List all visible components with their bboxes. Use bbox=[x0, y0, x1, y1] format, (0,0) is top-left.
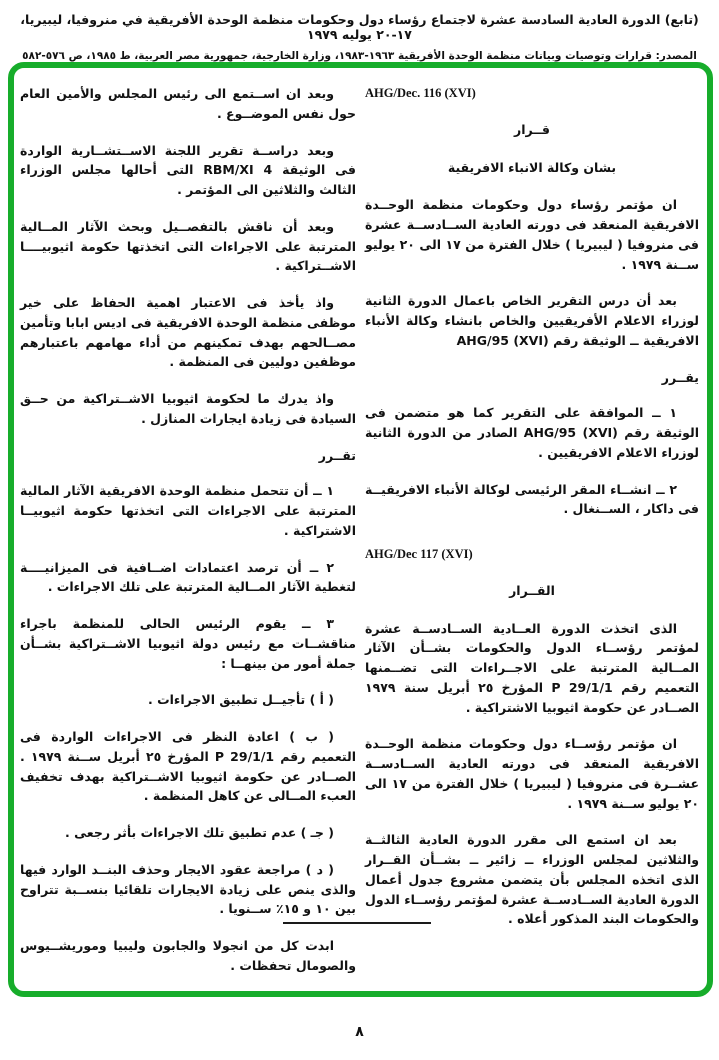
page-header bbox=[10, 12, 709, 62]
decision-116-reference: AHG/Dec. 116 (XVI) bbox=[365, 86, 476, 100]
decision-116-title: قــرار bbox=[514, 121, 550, 137]
decision-117-paragraph-3: بعد ان استمع الى مقرر الدورة العادية الثالثــة والثلاثين لمجلس الوزراء ــ زائير ــ بشــأن القــرار الذى اتخذه المجلس بأن يتضمن مشروع جدول أعمال الدورة العادية الســادســة عشرة لمؤتمر رؤســاء الدول والحكومات البند المذكور أعلاه . bbox=[365, 832, 699, 927]
decision-117-cont-paragraph-2: وبعد دراســة تقرير اللجنة الاســتشــارية الواردة فى الوثيقة RBM/XI 4 التى أحالها مجلس الوزراء الثالث والثلاثين الى المؤتمر . bbox=[20, 142, 356, 197]
decision-117-item-2: ٢ ــ أن ترصد اعتمادات اضــافية فى الميزانيــــة لتغطية الآثار المــالية المترتبة على تلك الاجراءات . bbox=[20, 559, 356, 595]
green-border-frame bbox=[8, 62, 713, 997]
column-left bbox=[20, 84, 356, 993]
page-number: ٨ bbox=[355, 1024, 364, 1040]
decision-117-cont-paragraph-1: وبعد ان اســتمع الى رئيس المجلس والأمين العام حول نفس الموضــوع . bbox=[20, 86, 356, 121]
decision-117-paragraph-1: الذى اتخذت الدورة العــادية الســادســة عشرة لمؤتمر رؤســاء الدول والحكومات بشــأن الآثار المــالية المترتبة على الاجــراءات التى تضــمنها التعميم رقم P 29/1/1 المؤرخ ٢٥ أبريل سنة ١٩٧٩ الصــادر عن حكومة اثيوبيا الاشتراكية . bbox=[365, 620, 699, 715]
decision-117-cont-paragraph-3: وبعد أن ناقش بالتفصــيل وبحث الآثار المــالية المترتبة على الاجراءات التى اتخذتها حكومة اثيوبيــــا الاشــتراكية . bbox=[20, 218, 356, 274]
decision-116-item-2: ٢ ــ انشــاء المقر الرئيسى لوكالة الأنباء الافريقيــة فى داكار ، الســنغال . bbox=[365, 481, 699, 517]
decision-117-item-3: ٣ ــ يقوم الرئيس الحالى للمنظمة باجراء مناقشــات مع رئيس دولة اثيوبيا الاشــتراكية بشــأن جملة أمور من بينهــا : bbox=[20, 616, 356, 671]
decision-117-cont-paragraph-5: واذ يدرك ما لحكومة اثيوبيا الاشــتراكية من حــق السيادة فى زيادة ايجارات المنازل . bbox=[20, 391, 356, 426]
decision-117-reference: AHG/Dec 117 (XVI) bbox=[365, 547, 473, 561]
decision-117-subitem-b: ( ب ) اعادة النظر فى الاجراءات الواردة فى التعميم رقم P 29/1/1 المؤرخ ٢٥ أبريل ســنة ١٩٧٩ . الصــادر عن حكومة اثيوبيا الاشــتراكية بهدف تخفيف العبء المــالى عن كاهل المنظمة . bbox=[20, 729, 356, 804]
decision-116-preamble: ان مؤتمر رؤساء دول وحكومات منظمة الوحــدة الافريقية المنعقد فى دورته العادية الســادســة عشرة فى منروفيا ( ليبيريا ) خلال الفترة من ١٧ الى ٢٠ يوليو ســنة ١٩٧٩ . bbox=[365, 197, 699, 272]
header-source-line: المصدر: قرارات وتوصيات وبيانات منظمة الوحدة الأفريقية ١٩٦٣-١٩٨٣، وزارة الخارجية، جمهورية مصر العربية، ط ١٩٨٥، ص ٥٧٦-٥٨٢ bbox=[22, 50, 697, 62]
column-right bbox=[365, 84, 699, 946]
end-of-text-divider bbox=[283, 922, 431, 924]
decision-117-subitem-d: ( د ) مراجعة عقود الايجار وحذف البنــد الوارد فيها والذى ينص على زيادة الايجارات تلقائيا بنســبة تتراوح بين ١٠ و ١٥٪ ســنويا . bbox=[20, 861, 356, 917]
decision-116-decides-heading: يقــرر bbox=[661, 369, 699, 385]
decision-117-subitem-a: ( أ ) تأجيــل تطبيق الاجراءات . bbox=[147, 692, 334, 708]
decision-117-subitem-c: ( جـ ) عدم تطبيق تلك الاجراءات بأثر رجعى . bbox=[65, 825, 334, 840]
decision-117-item-1: ١ ــ أن تتحمل منظمة الوحدة الافريقية الآثار المالية المترتبة على الاجراءات التى اتخذتها حكومة اثيوبيــا الاشتراكية . bbox=[20, 483, 356, 538]
decision-116-subtitle: بشان وكالة الانباء الافريقية bbox=[447, 159, 617, 175]
decision-117-cont-paragraph-4: واذ يأخذ فى الاعتبار اهمية الحفاظ على خير موظفى منظمة الوحدة الافريقية فى اديس ابابا وتأمين مصــالحهم بهدف تمكينهم من أداء مهامهم باعتبارهم موظفين دوليين فى المنظمة . bbox=[20, 295, 356, 370]
decision-117-paragraph-2: ان مؤتمر رؤســاء دول وحكومات منظمة الوحــدة الافريقية المنعقد فى دورته العادية الســادســة عشــرة فى منروفيا ( ليبيريا ) خلال الفترة من ١٧ الى ٢٠ يوليو ســنة ١٩٧٩ . bbox=[365, 736, 699, 811]
decision-117-decides-heading: تقــرر bbox=[318, 447, 356, 463]
header-session-line: (تابع) الدورة العادية السادسة عشرة لاجتماع رؤساء دول وحكومات منظمة الوحدة الأفريقية في منروفيا، ليبيريا، ١٧-٢٠ يوليه ١٩٧٩ bbox=[20, 12, 699, 42]
decision-117-title: القــرار bbox=[509, 582, 555, 598]
decision-116-item-1: ١ ــ الموافقة على التقرير كما هو متضمن فى الوثيقة رقم AHG/95 (XVI) الصادر من الدورة الثانية لوزراء الاعلام الافريقيين . bbox=[365, 405, 699, 460]
decision-117-reservations-note: ابدت كل من انجولا والجابون وليبيا وموريشــيوس والصومال تحفظات . bbox=[20, 938, 356, 973]
decision-116-report-paragraph: بعد أن درس التقرير الخاص باعمال الدورة الثانية لوزراء الاعلام الأفريقيين والخاص بانشاء وكالة الأنباء الافريقية ــ الوثيقة رقم AHG/95 (XVI) bbox=[365, 293, 699, 348]
